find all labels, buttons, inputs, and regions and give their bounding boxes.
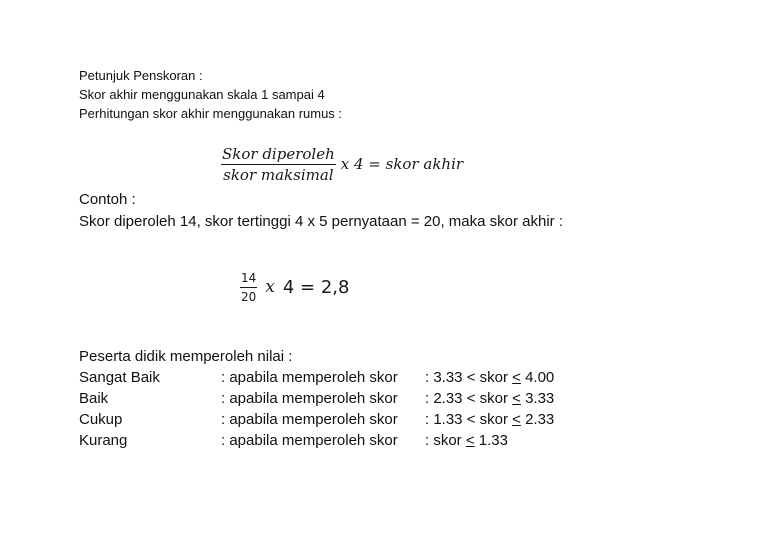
grade-row-cukup xyxy=(79,409,719,430)
grade-range xyxy=(425,388,554,409)
grade-label: Kurang xyxy=(79,432,128,449)
example-result: 4 = 2,8 xyxy=(282,276,350,298)
example-numerator: 14 xyxy=(241,270,257,285)
range-upper: 1.33 xyxy=(474,432,508,449)
score-formula xyxy=(220,143,463,185)
grade-rule: : apabila memperoleh skor xyxy=(221,432,398,449)
grade-row-sangat-baik xyxy=(79,367,719,388)
grade-criteria xyxy=(79,346,719,451)
lte-symbol: < xyxy=(512,369,521,386)
range-upper: 4.00 xyxy=(520,369,555,386)
fraction-denominator: skor maksimal xyxy=(223,165,334,184)
lte-symbol: < xyxy=(465,432,475,449)
fraction-numerator: Skor diperoleh xyxy=(222,144,335,163)
example-text: Skor diperoleh 14, skor tertinggi 4 x 5 pernyataan = 20, maka skor akhir : xyxy=(79,213,564,230)
grade-rule: : apabila memperoleh skor xyxy=(221,390,398,407)
formula-result: x 4 = skor akhir xyxy=(340,155,464,173)
grade-row-baik xyxy=(79,388,719,409)
range-upper: 3.33 xyxy=(520,390,555,407)
example-formula xyxy=(240,265,349,309)
example-fraction xyxy=(240,271,257,304)
example-title: Contoh : xyxy=(79,191,136,208)
grade-rule: : apabila memperoleh skor xyxy=(221,369,398,386)
range-lower: : 3.33 < skor xyxy=(425,369,513,386)
grade-range xyxy=(425,367,554,388)
grade-label: Sangat Baik xyxy=(79,369,160,386)
grade-row-kurang xyxy=(79,430,719,451)
instructions-scale: Skor akhir menggunakan skala 1 sampai 4 xyxy=(79,87,325,102)
grade-label: Baik xyxy=(79,390,109,407)
instructions-formula-intro: Perhitungan skor akhir menggunakan rumus : xyxy=(79,106,343,121)
grade-label: Cukup xyxy=(79,411,123,428)
multiply-operator: x xyxy=(265,277,275,297)
range-upper: 2.33 xyxy=(520,411,555,428)
grade-range xyxy=(425,430,508,451)
lte-symbol: < xyxy=(512,411,521,428)
example-denominator: 20 xyxy=(240,287,257,304)
range-lower: : skor xyxy=(425,432,466,449)
range-lower: : 1.33 < skor xyxy=(425,411,513,428)
range-lower: : 2.33 < skor xyxy=(425,390,513,407)
grades-heading: Peserta didik memperoleh nilai : xyxy=(79,348,293,365)
score-fraction xyxy=(220,145,337,184)
instructions-title: Petunjuk Penskoran : xyxy=(79,68,203,83)
example-section xyxy=(79,189,563,233)
grade-range xyxy=(425,409,554,430)
grade-rule: : apabila memperoleh skor xyxy=(221,411,398,428)
scoring-instructions xyxy=(79,66,342,123)
lte-symbol: < xyxy=(512,390,521,407)
